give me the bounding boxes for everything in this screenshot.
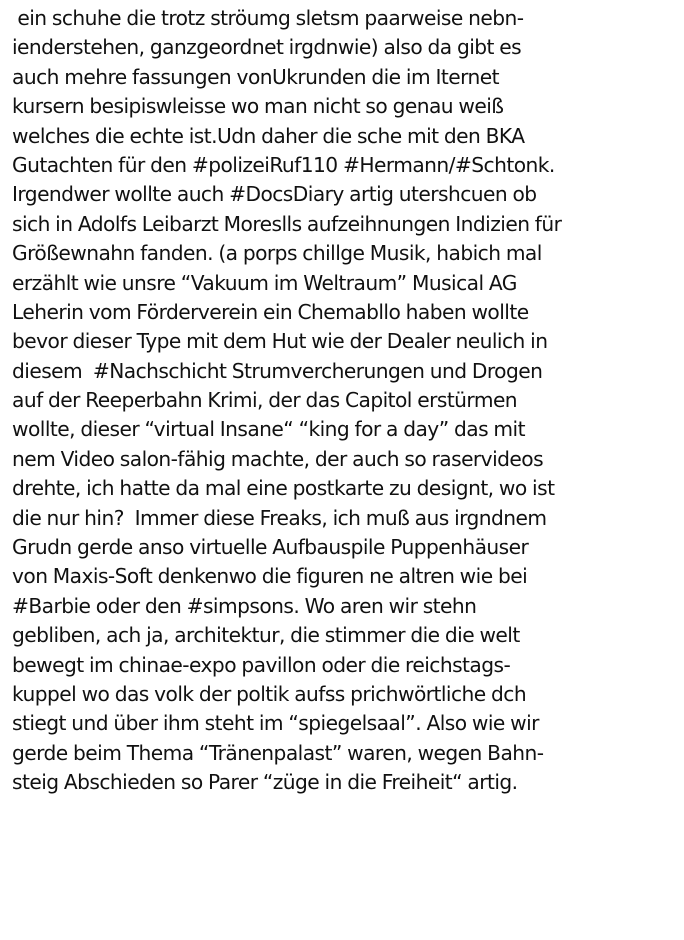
text-line: auch mehre fassungen vonUkrunden die im Iternet: [12, 64, 499, 89]
text-line: steig Abschieden so Parer “züge in die Freiheit“ artig.: [12, 770, 518, 795]
text-line: ienderstehen, ganzgeordnet irgdnwie) also da gibt es: [12, 35, 522, 60]
text-line: kuppel wo das volk der poltik aufss prichwörtliche dch: [12, 681, 527, 706]
text-line: drehte, ich hatte da mal eine postkarte zu designt, wo ist: [12, 476, 555, 501]
text-line: wollte, dieser “virtual Insane“ “king for a day” das mit: [12, 417, 525, 442]
text-line: von Maxis-Soft denkenwo die figuren ne altren wie bei: [12, 564, 528, 589]
text-line: Irgendwer wollte auch #DocsDiary artig utershcuen ob: [12, 182, 537, 207]
text-line: auf der Reeperbahn Krimi, der das Capitol erstürmen: [12, 388, 518, 413]
text-line: kursern besipiswleisse wo man nicht so genau weiß: [12, 94, 504, 119]
text-line: gebliben, ach ja, architektur, die stimmer die die welt: [12, 623, 520, 648]
text-line: nem Video salon-fähig machte, der auch so raservideos: [12, 446, 544, 471]
text-line: Größewnahn fanden. (a porps chillge Musik, habich mal: [12, 241, 542, 266]
text-line: Gutachten für den #polizeiRuf110 #Hermann/#Schtonk.: [12, 152, 555, 177]
text-line: ein schuhe die trotz ströumg sletsm paarweise nebn-: [12, 6, 524, 30]
text-line: gerde beim Thema “Tränenpalast” waren, wegen Bahn-: [12, 740, 544, 765]
text-line: erzählt wie unsre “Vakuum im Weltraum” Musical AG: [12, 270, 517, 295]
text-line: bewegt im chinae-expo pavillon oder die reichstags-: [12, 652, 511, 677]
text-line: die nur hin? Immer diese Freaks, ich muß aus irgndnem: [12, 505, 547, 530]
text-line: stiegt und über ihm steht im “spiegelsaal”. Also wie wir: [12, 711, 539, 736]
text-line: #Barbie oder den #simpsons. Wo aren wir stehn: [12, 593, 477, 618]
text-line: bevor dieser Type mit dem Hut wie der Dealer neulich in: [12, 329, 548, 354]
text-line: sich in Adolfs Leibarzt Moreslls aufzeihnungen Indizien für: [12, 211, 562, 236]
text-line: diesem #Nachschicht Strumvercherungen und Drogen: [12, 358, 543, 383]
text-line: Grudn gerde anso virtuelle Aufbauspile Puppenhäuser: [12, 535, 529, 560]
text-line: welches die echte ist.Udn daher die sche mit den BKA: [12, 123, 525, 148]
text-line: Leherin vom Förderverein ein Chemabllo haben wollte: [12, 299, 529, 324]
